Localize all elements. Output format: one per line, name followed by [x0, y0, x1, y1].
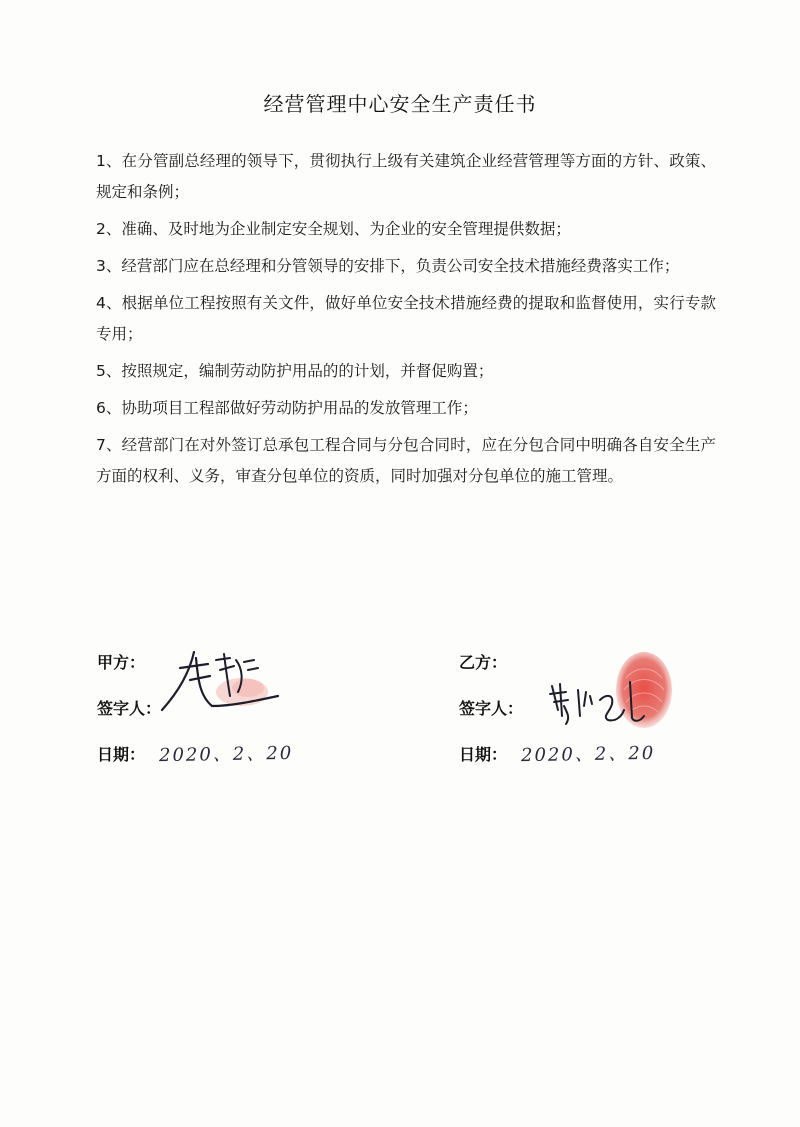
clause-list [96, 146, 716, 498]
party-b-signer-label: 签字人： [459, 699, 524, 718]
party-a-date-value: 2020、2、20 [158, 742, 294, 767]
clause-6: 6、协助项目工程部做好劳动防护用品的发放管理工作； [96, 399, 478, 417]
clause-5: 5、按照规定，编制劳动防护用品的的计划，并督促购置； [96, 362, 494, 380]
party-b-date-value: 2020、2、20 [520, 742, 656, 767]
clause-2: 2、准确、及时地为企业制定安全规划、为企业的安全管理提供数据； [96, 220, 571, 238]
party-b-signature [546, 676, 646, 730]
clause-3: 3、经营部门应在总经理和分管领导的安排下，负责公司安全技术措施经费落实工作； [96, 257, 680, 275]
party-a-date-label: 日期： [97, 745, 146, 764]
party-b-label: 乙方： [459, 653, 508, 672]
party-b-date-label: 日期： [459, 745, 508, 764]
clause-1: 1、在分管副总经理的领导下，贯彻执行上级有关建筑企业经营管理等方面的方针、政策、规定和条例； [96, 152, 716, 201]
clause-7: 7、经营部门在对外签订总承包工程合同与分包合同时，应在分包合同中明确各自安全生产方面的权利、义务，审查分包单位的资质，同时加强对分包单位的施工管理。 [96, 436, 716, 485]
clause-4: 4、根据单位工程按照有关文件，做好单位安全技术措施经费的提取和监督使用，实行专款专用； [96, 294, 716, 343]
document-title: 经营管理中心安全生产责任书 [263, 92, 537, 116]
party-a-signature [150, 640, 290, 720]
party-a-signer-label: 签字人： [97, 699, 162, 718]
party-a-label: 甲方： [97, 653, 146, 672]
